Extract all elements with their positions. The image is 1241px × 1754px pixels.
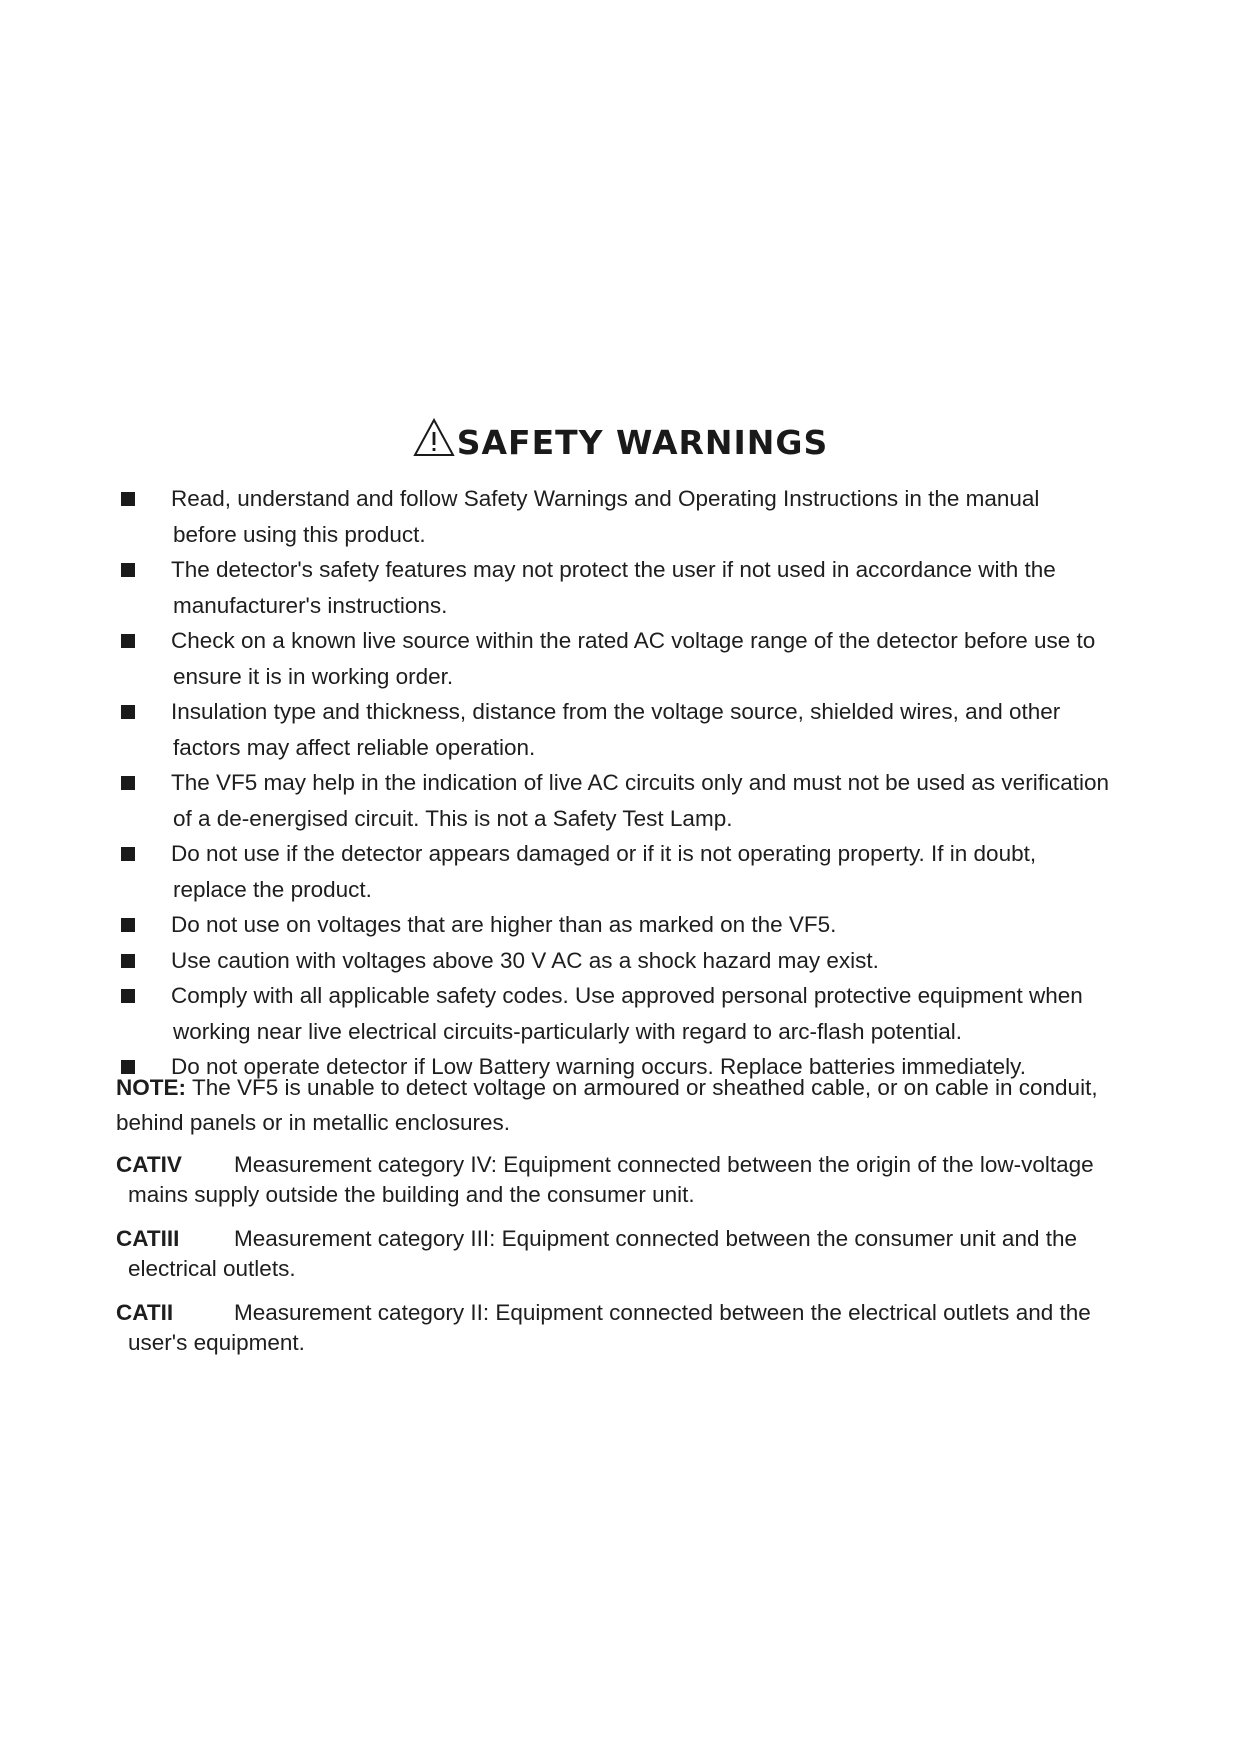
category-label: CATIII [116, 1226, 180, 1251]
note-text: behind panels or in metallic enclosures. [116, 1110, 510, 1135]
category-text: user's equipment. [128, 1330, 305, 1355]
note-text: The VF5 is unable to detect voltage on armoured or sheathed cable, or on cable in conduit, [192, 1075, 1098, 1100]
warning-triangle-icon [413, 418, 455, 458]
warning-line: Check on a known live source within the rated AC voltage range of the detector before use to [171, 628, 1096, 653]
category-label: CATII [116, 1300, 174, 1325]
warning-line: factors may affect reliable operation. [173, 734, 536, 760]
warning-line: Do not use on voltages that are higher than as marked on the VF5. [171, 912, 837, 937]
category-definition [116, 1298, 1126, 1358]
category-text: electrical outlets. [128, 1256, 296, 1281]
warning-line: Do not use if the detector appears damaged or if it is not operating property. If in doubt, [171, 841, 1037, 866]
page-title [0, 418, 1241, 462]
category-label: CATIV [116, 1152, 182, 1177]
note-label: NOTE: [116, 1075, 186, 1100]
bullet-square-icon [121, 989, 135, 1003]
list-item [120, 907, 1130, 943]
warning-line: ensure it is in working order. [173, 663, 454, 689]
list-item [120, 836, 1130, 907]
warning-line: Use caution with voltages above 30 V AC as a shock hazard may exist. [171, 947, 879, 973]
warning-line: Do not operate detector if Low Battery warning occurs. Replace batteries immediately. [171, 1054, 1026, 1079]
warning-line: of a de-energised circuit. This is not a Safety Test Lamp. [173, 805, 733, 831]
bullet-square-icon [121, 492, 135, 506]
warning-line: replace the product. [173, 876, 372, 902]
category-definition [116, 1150, 1126, 1210]
warning-line: The detector's safety features may not protect the user if not used in accordance with the [171, 557, 1056, 582]
bullet-square-icon [121, 954, 135, 968]
warning-line: Comply with all applicable safety codes. Use approved personal protective equipment when [171, 983, 1083, 1008]
list-item [120, 694, 1130, 765]
warning-line: working near live electrical circuits-particularly with regard to arc-flash potential. [173, 1018, 963, 1044]
safety-warnings-list [120, 481, 1130, 1085]
list-item [120, 765, 1130, 836]
bullet-square-icon [121, 634, 135, 648]
category-text: Measurement category III: Equipment connected between the consumer unit and the [234, 1226, 1078, 1251]
warning-line: before using this product. [173, 521, 426, 547]
category-definition [116, 1224, 1126, 1284]
bullet-square-icon [121, 563, 135, 577]
bullet-square-icon [121, 776, 135, 790]
note-paragraph [116, 1070, 1126, 1140]
warning-line: manufacturer's instructions. [173, 592, 448, 618]
category-text: mains supply outside the building and the consumer unit. [128, 1182, 695, 1207]
category-text: Measurement category IV: Equipment connected between the origin of the low-voltage [234, 1152, 1094, 1177]
warning-line: Insulation type and thickness, distance from the voltage source, shielded wires, and other [171, 699, 1061, 724]
list-item [120, 481, 1130, 552]
list-item [120, 978, 1130, 1049]
list-item [120, 552, 1130, 623]
list-item [120, 623, 1130, 694]
bullet-square-icon [121, 847, 135, 861]
list-item [120, 943, 1130, 979]
bullet-square-icon [121, 918, 135, 932]
warning-line: Read, understand and follow Safety Warnings and Operating Instructions in the manual [171, 486, 1040, 511]
category-text: Measurement category II: Equipment connected between the electrical outlets and the [234, 1300, 1091, 1325]
bullet-square-icon [121, 705, 135, 719]
page-title-text: SAFETY WARNINGS [456, 423, 829, 462]
warning-line: The VF5 may help in the indication of live AC circuits only and must not be used as verification [171, 770, 1109, 795]
